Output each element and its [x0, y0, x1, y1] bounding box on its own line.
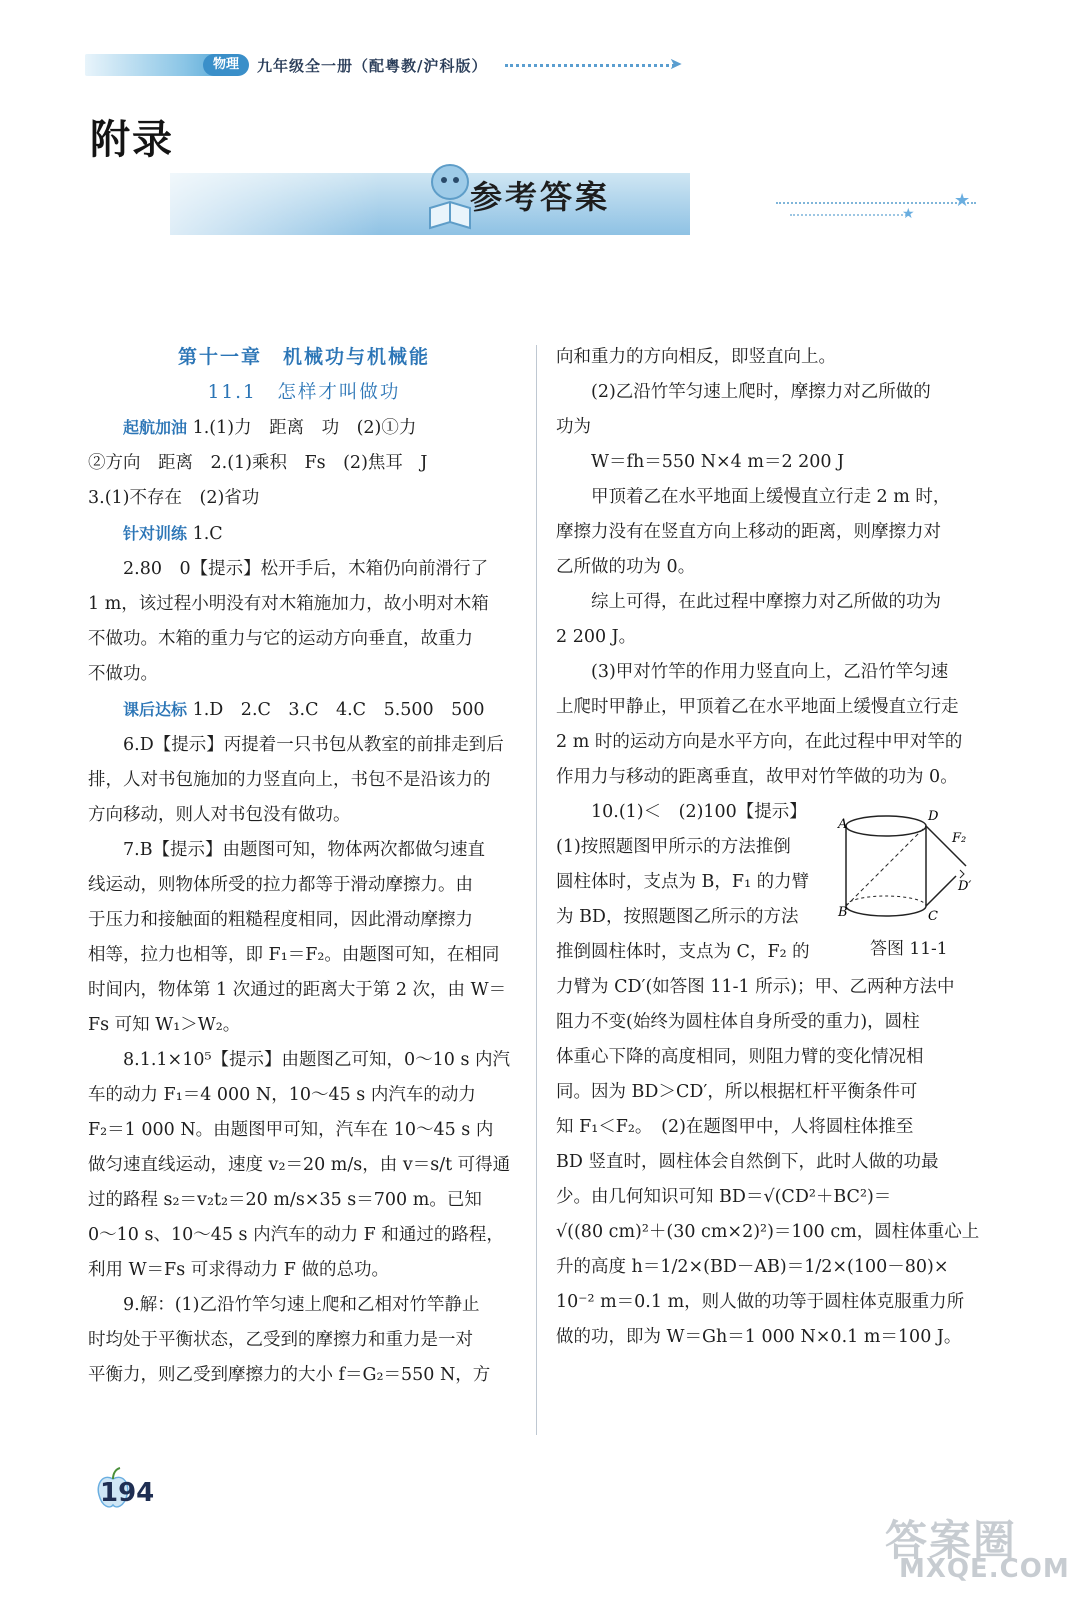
left-line [88, 446, 520, 481]
right-line: 2 200 J。 [556, 627, 637, 647]
section-tag: 课后达标 [123, 700, 188, 719]
right-line: 阻力不变(始终为圆柱体自身所受的重力)，圆柱 [556, 1012, 920, 1032]
label-A: A [838, 817, 848, 832]
star-icon: ★ [902, 206, 915, 222]
left-line [88, 903, 520, 938]
chapter-title: 第十一章 机械功与机械能 [177, 346, 430, 368]
right-line: 知 F₁＜F₂。 (2)在题图甲中，人将圆柱体推至 [556, 1117, 914, 1137]
watermark-text: 答案圈 [885, 1516, 1018, 1565]
left-line [88, 1358, 520, 1393]
left-line-text: 过的路程 s₂＝v₂t₂＝20 m/s×35 s＝700 m。已知 [88, 1190, 482, 1210]
section-tag: 起航加油 [123, 418, 188, 437]
section-tag: 针对训练 [123, 524, 188, 543]
left-line [88, 728, 520, 763]
watermark-url: MXQE.COM [899, 1554, 1070, 1584]
banner-dotted-line-2 [790, 214, 910, 216]
left-line-text: F₂＝1 000 N。由题图甲可知，汽车在 10～45 s 内 [88, 1120, 494, 1140]
left-line [88, 973, 520, 1008]
left-line-text: 不做功。木箱的重力与它的运动方向垂直，故重力 [88, 629, 473, 649]
left-line-text: 利用 W＝Fs 可求得动力 F 做的总功。 [88, 1260, 390, 1280]
left-line [88, 552, 520, 587]
label-D-prime: D′ [958, 879, 972, 894]
right-figure-line: 推倒圆柱体时，支点为 C，F₂ 的 [556, 942, 810, 962]
right-line: (3)甲对竹竿的作用力竖直向上，乙沿竹竿匀速 [591, 662, 949, 682]
left-line-text: 2.80 0【提示】松开手后，木箱仍向前滑行了 [123, 559, 489, 579]
figure-caption: 答图 11-1 [870, 939, 948, 959]
banner-fade [170, 173, 380, 235]
left-line-text: 车的动力 F₁＝4 000 N，10～45 s 内汽车的动力 [88, 1085, 476, 1105]
left-line [88, 1078, 520, 1113]
left-line [88, 1148, 520, 1183]
label-B: B [838, 905, 848, 920]
left-line [88, 938, 520, 973]
star-icon: ★ [954, 190, 971, 211]
left-line [88, 657, 520, 692]
label-F2: F₂ [952, 831, 967, 846]
left-line-text: 9.解：(1)乙沿竹竿匀速上爬和乙相对竹竿静止 [123, 1295, 480, 1315]
banner-title: 参考答案 [470, 178, 611, 216]
left-line [88, 587, 520, 622]
watermark [885, 1508, 1070, 1588]
left-body [88, 410, 520, 1393]
left-line-text: 于压力和接触面的粗糙程度相同，因此滑动摩擦力 [88, 910, 473, 930]
left-line [88, 1008, 520, 1043]
right-line: 少。由几何知识可知 BD＝√(CD²＋BC²)＝ [556, 1187, 892, 1207]
page-number: 194 [100, 1478, 155, 1508]
left-line [88, 1288, 520, 1323]
left-line-text: Fs 可知 W₁＞W₂。 [88, 1015, 241, 1035]
left-line-text: 1.C [187, 524, 223, 544]
header-dotted-line [505, 64, 675, 67]
section-title: 11.1 怎样才叫做功 [207, 382, 401, 403]
left-line-text: 1.D 2.C 3.C 4.C 5.500 500 [187, 700, 485, 720]
left-line-text: 1.(1)力 距离 功 (2)①力 [187, 418, 417, 438]
running-header [85, 48, 685, 82]
arrow-icon: ➤ [669, 54, 683, 73]
left-line-text: ②方向 距离 2.(1)乘积 Fs (2)焦耳 J [88, 453, 428, 473]
left-line [88, 833, 520, 868]
left-line [88, 1113, 520, 1148]
right-line: 乙所做的功为 0。 [556, 557, 696, 577]
right-body-top [556, 340, 988, 795]
left-line [88, 1183, 520, 1218]
left-line-text: 平衡力，则乙受到摩擦力的大小 f＝G₂＝550 N，方 [88, 1365, 491, 1385]
right-figure-line: 圆柱体时，支点为 B，F₁ 的力臂 [556, 872, 810, 892]
banner-dotted-line [776, 202, 976, 204]
right-line: 力臂为 CD′(如答图 11-1 所示)；甲、乙两种方法中 [556, 977, 955, 997]
right-line: 向和重力的方向相反，即竖直向上。 [556, 347, 836, 367]
left-line [88, 622, 520, 657]
right-line: 同。因为 BD＞CD′，所以根据杠杆平衡条件可 [556, 1082, 918, 1102]
left-line-text: 1 m，该过程小明没有对木箱施加力，故小明对木箱 [88, 594, 489, 614]
right-line: 作用力与移动的距离垂直，故甲对竹竿做的功为 0。 [556, 767, 958, 787]
right-figure-line: 为 BD，按照题图乙所示的方法 [556, 907, 799, 927]
left-column [88, 340, 520, 1393]
left-line-text: 8.1.1×10⁵【提示】由题图乙可知，0～10 s 内汽 [123, 1050, 510, 1070]
column-divider [536, 345, 537, 1435]
left-line [88, 798, 520, 833]
subject-badge: 物理 [203, 54, 249, 76]
left-line-text: 7.B【提示】由题图可知，物体两次都做匀速直 [123, 840, 486, 860]
right-line: 10⁻² m＝0.1 m，则人做的功等于圆柱体克服重力所 [556, 1292, 965, 1312]
left-line-text: 时间内，物体第 1 次通过的距离大于第 2 次，由 W＝ [88, 980, 507, 1000]
left-line [88, 1323, 520, 1358]
right-line: 做的功，即为 W＝Gh＝1 000 N×0.1 m＝100 J。 [556, 1327, 962, 1347]
left-line-text: 做匀速直线运动，速度 v₂＝20 m/s，由 v＝s/t 可得通 [88, 1155, 511, 1175]
left-line-text: 方向移动，则人对书包没有做功。 [88, 805, 351, 825]
left-line [88, 481, 520, 516]
left-line [88, 410, 520, 446]
right-figure-line: (1)按照题图甲所示的方法推倒 [556, 837, 791, 857]
left-line [88, 1043, 520, 1078]
label-C: C [928, 909, 938, 924]
left-line-text: 3.(1)不存在 (2)省功 [88, 488, 260, 508]
left-line-text: 时均处于平衡状态，乙受到的摩擦力和重力是一对 [88, 1330, 473, 1350]
right-line: 功为 [556, 417, 591, 437]
right-line: √((80 cm)²＋(30 cm×2)²)＝100 cm，圆柱体重心上 [556, 1222, 980, 1242]
left-line-text: 线运动，则物体所受的拉力都等于滑动摩擦力。由 [88, 875, 473, 895]
right-line: 上爬时甲静止，甲顶着乙在水平地面上缓慢直立行走 [556, 697, 959, 717]
right-line: (2)乙沿竹竿匀速上爬时，摩擦力对乙所做的 [591, 382, 931, 402]
right-figure-line: 10.(1)＜ (2)100【提示】 [591, 802, 807, 822]
book-info: 九年级全一册（配粤教/沪科版） [257, 57, 488, 75]
left-line [88, 692, 520, 728]
left-line-text: 相等，拉力也相等，即 F₁＝F₂。由题图可知，在相同 [88, 945, 500, 965]
right-line: 摩擦力没有在竖直方向上移动的距离，则摩擦力对 [556, 522, 941, 542]
left-line-text: 0～10 s、10～45 s 内汽车的动力 F 和通过的路程， [88, 1225, 504, 1245]
right-line: 体重心下降的高度相同，则阻力臂的变化情况相 [556, 1047, 924, 1067]
appendix-title: 附录 [90, 117, 174, 163]
right-line: 甲顶着乙在水平地面上缓慢直立行走 2 m 时， [591, 487, 951, 507]
right-line: 综上可得，在此过程中摩擦力对乙所做的功为 [591, 592, 941, 612]
right-line: 2 m 时的运动方向是水平方向，在此过程中甲对竿的 [556, 732, 963, 752]
right-body-bottom [556, 970, 988, 1355]
left-line [88, 868, 520, 903]
right-line: 升的高度 h＝1/2×(BD－AB)＝1/2×(100－80)× [556, 1257, 949, 1277]
label-D: D [928, 809, 939, 824]
left-line-text: 排，人对书包施加的力竖直向上，书包不是沿该力的 [88, 770, 491, 790]
right-line: W＝fh＝550 N×4 m＝2 200 J [591, 452, 845, 472]
left-line [88, 516, 520, 552]
left-line [88, 1218, 520, 1253]
left-line [88, 763, 520, 798]
left-line [88, 1253, 520, 1288]
right-line: BD 竖直时，圆柱体会自然倒下，此时人做的功最 [556, 1152, 939, 1172]
left-line-text: 不做功。 [88, 664, 158, 684]
left-line-text: 6.D【提示】丙提着一只书包从教室的前排走到后 [123, 735, 504, 755]
